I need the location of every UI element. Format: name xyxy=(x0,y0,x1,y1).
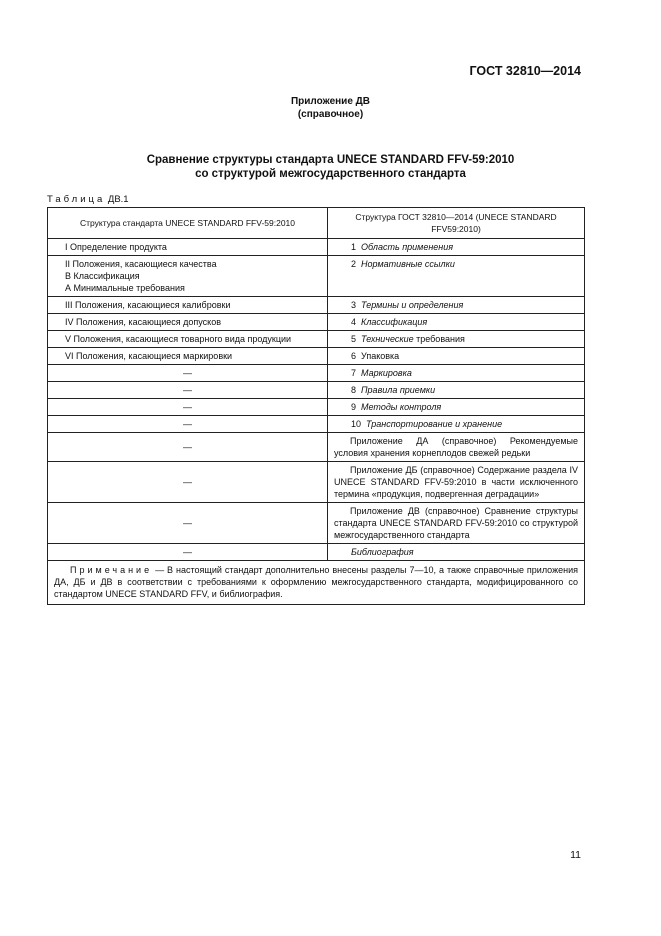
table-cell-gost-ffv xyxy=(48,433,328,462)
table-cell-gost-32810 xyxy=(328,544,585,561)
table-cell-gost-ffv xyxy=(48,348,328,365)
left-cell-line: V Положения, касающиеся товарного вида продукции xyxy=(65,334,292,344)
table-cell-gost-32810 xyxy=(328,365,585,382)
section-number: 2 xyxy=(351,259,357,269)
right-cell-text: Приложение ДБ (справочное) Содержание раздела IV UNECE STANDARD FFV-59:2010 в части исключенного термина «продукция, подвергенная деградации» xyxy=(334,465,578,499)
table-header-row xyxy=(48,208,585,239)
table-cell-gost-ffv xyxy=(48,314,328,331)
table-note xyxy=(48,561,585,605)
table-row xyxy=(48,239,585,256)
table-cell-gost-ffv xyxy=(48,544,328,561)
section-title: Термины и определения xyxy=(361,300,464,310)
appendix-label: Приложение ДВ xyxy=(290,96,371,107)
section-title: Транспортирование и хранение xyxy=(366,419,503,429)
document-title xyxy=(0,153,661,181)
table-cell-gost-ffv xyxy=(48,297,328,314)
table-row xyxy=(48,433,585,462)
table-header-right: Структура ГОСТ 32810—2014 (UNECE STANDARD FFV59:2010) xyxy=(328,208,585,239)
left-cell-line: В Классификация xyxy=(65,271,140,281)
table-cell-gost-32810 xyxy=(328,399,585,416)
document-code: ГОСТ 32810—2014 xyxy=(469,64,581,78)
section-number: 6 xyxy=(351,351,357,361)
section-number: 8 xyxy=(351,385,357,395)
table-note-row xyxy=(48,561,585,605)
left-cell-line: IV Положения, касающиеся допусков xyxy=(65,317,221,327)
table-cell-gost-32810 xyxy=(328,256,585,297)
section-number: 1 xyxy=(351,242,357,252)
section-title: Правила приемки xyxy=(361,385,436,395)
table-label xyxy=(47,194,129,205)
left-cell-line: I Определение продукта xyxy=(65,242,167,252)
table-cell-gost-ffv xyxy=(48,416,328,433)
table-cell-gost-32810 xyxy=(328,416,585,433)
section-number: 9 xyxy=(351,402,357,412)
section-number: 5 xyxy=(351,334,357,344)
table-label-number: ДВ.1 xyxy=(107,194,129,205)
table-row xyxy=(48,348,585,365)
table-cell-gost-32810 xyxy=(328,331,585,348)
table-row xyxy=(48,297,585,314)
table-cell-gost-32810 xyxy=(328,314,585,331)
table-cell-gost-32810 xyxy=(328,382,585,399)
section-number: 4 xyxy=(351,317,357,327)
left-cell-line: III Положения, касающиеся калибровки xyxy=(65,300,231,310)
table-cell-gost-ffv xyxy=(48,503,328,544)
section-title: Маркировка xyxy=(361,368,412,378)
left-cell-line: — xyxy=(183,477,192,487)
left-cell-line: — xyxy=(183,368,192,378)
left-cell-line: — xyxy=(183,385,192,395)
table-cell-gost-32810 xyxy=(328,433,585,462)
table-row xyxy=(48,382,585,399)
section-title: Область применения xyxy=(361,242,454,252)
table-row xyxy=(48,416,585,433)
table-header-left: Структура стандарта UNECE STANDARD FFV-59:2010 xyxy=(48,208,328,239)
right-cell-text: Приложение ДА (справочное) Рекомендуемые условия хранения корнеплодов свежей редьки xyxy=(334,436,578,458)
left-cell-line: — xyxy=(183,402,192,412)
section-title: Классификация xyxy=(361,317,428,327)
comparison-table xyxy=(47,207,585,605)
title-line-2: со структурой межгосударственного стандарта xyxy=(195,168,466,180)
left-cell-line: — xyxy=(183,518,192,528)
table-cell-gost-32810 xyxy=(328,239,585,256)
appendix-type: (справочное) xyxy=(297,109,364,120)
table-row xyxy=(48,503,585,544)
left-cell-line: — xyxy=(183,547,192,557)
appendix-heading xyxy=(0,95,661,121)
left-cell-line: II Положения, касающиеся качества xyxy=(65,259,217,269)
table-cell-gost-32810 xyxy=(328,503,585,544)
table-cell-gost-32810 xyxy=(328,462,585,503)
left-cell-line: VI Положения, касающиеся маркировки xyxy=(65,351,233,361)
table-row xyxy=(48,331,585,348)
table-cell-gost-ffv xyxy=(48,399,328,416)
section-number: 10 xyxy=(351,419,362,429)
table-cell-gost-ffv xyxy=(48,331,328,348)
page-number: 11 xyxy=(570,849,581,861)
section-title: Нормативные ссылки xyxy=(361,259,455,269)
section-title: Методы контроля xyxy=(361,402,442,412)
table-label-word: Таблица xyxy=(47,194,106,205)
table-cell-gost-32810 xyxy=(328,297,585,314)
table-row xyxy=(48,399,585,416)
table-cell-gost-ffv xyxy=(48,239,328,256)
left-cell-line: — xyxy=(183,442,192,452)
section-title: Технические требования xyxy=(361,334,465,344)
table-row xyxy=(48,544,585,561)
section-number: 7 xyxy=(351,368,357,378)
right-cell-text: Приложение ДВ (справочное) Сравнение структуры стандарта UNECE STANDARD FFV-59:2010 со структурой межгосударственного стандарта xyxy=(334,506,578,540)
table-row xyxy=(48,365,585,382)
table-cell-gost-ffv xyxy=(48,382,328,399)
table-cell-gost-ffv xyxy=(48,462,328,503)
table-cell-gost-ffv xyxy=(48,365,328,382)
section-number: 3 xyxy=(351,300,357,310)
note-label: Примечание xyxy=(70,565,153,575)
left-cell-line: А Минимальные требования xyxy=(65,283,185,293)
table-cell-gost-32810 xyxy=(328,348,585,365)
title-line-1: Сравнение структуры стандарта UNECE STANDARD FFV-59:2010 xyxy=(146,154,515,166)
table-row xyxy=(48,462,585,503)
table-row xyxy=(48,256,585,297)
table-row xyxy=(48,314,585,331)
section-title: Библиография xyxy=(351,547,414,557)
section-title: Упаковка xyxy=(361,351,400,361)
left-cell-line: — xyxy=(183,419,192,429)
note-text: — В настоящий стандарт дополнительно внесены разделы 7—10, а также справочные приложения ДА, ДБ и ДВ в соответствии с требованиями к оформлению межгосударственного стандарта, модифицированного со стандартом UNECE STANDARD FFV, и библиография. xyxy=(54,565,578,599)
table-cell-gost-ffv xyxy=(48,256,328,297)
